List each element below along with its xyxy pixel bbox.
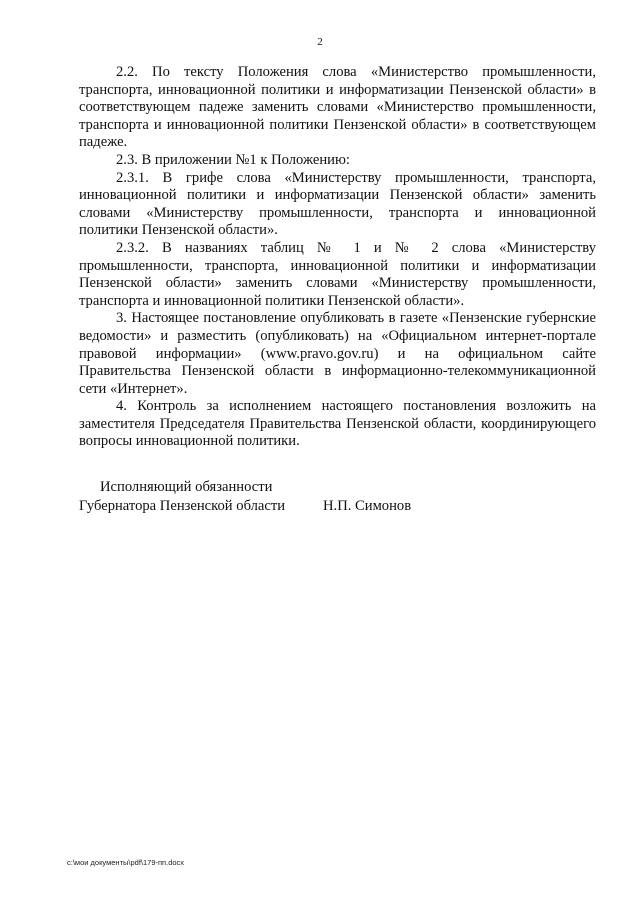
file-path-footer: c:\мои документы\pdf\179-пп.docx xyxy=(67,858,185,867)
signatory-title-line-2: Губернатора Пензенской области xyxy=(79,498,286,514)
paragraph-2-3: 2.3. В приложении №1 к Положению: xyxy=(116,151,350,168)
document-body xyxy=(79,64,596,451)
page-number: 2 xyxy=(317,36,323,48)
signatory-title-line-1: Исполняющий обязанности xyxy=(100,479,273,495)
paragraph-3: 3. Настоящее постановление опубликовать в газете «Пензенские губернские ведомости» и разместить (опубликовать) на «Официальном интернет-портале правовой информации» (www.pravo.gov.ru) и на официальном сайте Правительства Пензенской области в информационно-телекоммуникационной сети «Интернет». xyxy=(79,310,596,397)
paragraph-2-2: 2.2. По тексту Положения слова «Министерство промышленности, транспорта, инновационной политики и информатизации Пензенской области» в соответствующем падеже заменить словами «Министерство промышленности, транспорта и инновационной политики Пензенской области» в соответствующем падеже. xyxy=(79,64,596,151)
paragraph-2-3-2: 2.3.2. В названиях таблиц № 1 и № 2 слова «Министерству промышленности, транспорта, инновационной политики и информатизации Пензенской области» заменить словами «Министерству промышленности, транспорта и инновационной политики Пензенской области». xyxy=(79,239,596,309)
paragraph-2-3-1: 2.3.1. В грифе слова «Министерству промышленности, транспорта, инновационной политики и информатизации Пензенской области» заменить словами «Министерству промышленности, транспорта и инновационной политики Пензенской области». xyxy=(79,169,596,239)
signatory-name: Н.П. Симонов xyxy=(323,498,412,514)
paragraph-4: 4. Контроль за исполнением настоящего постановления возложить на заместителя Председателя Правительства Пензенской области, координирующего вопросы инновационной политики. xyxy=(79,398,596,450)
